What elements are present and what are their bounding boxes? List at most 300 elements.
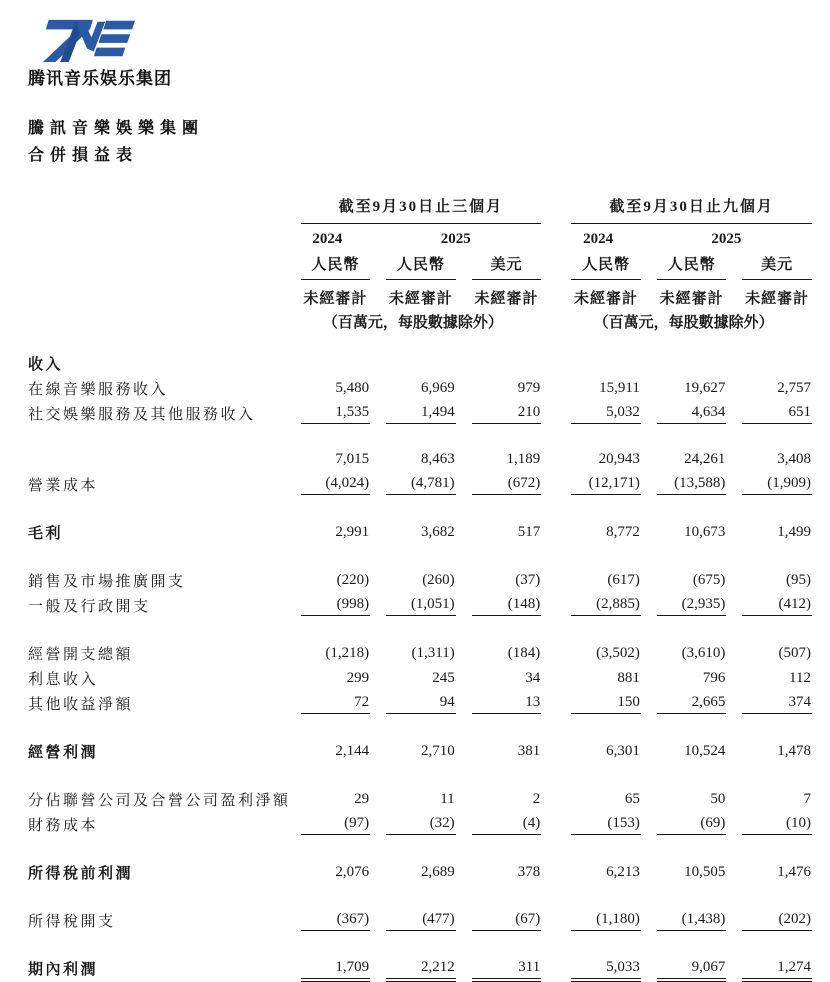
currency-label: 美元 xyxy=(742,250,812,280)
table-cell xyxy=(555,349,641,374)
column-gap xyxy=(541,374,555,399)
table-cell xyxy=(370,664,456,689)
cell-value: (12,171) xyxy=(571,471,641,495)
table-cell xyxy=(285,447,371,470)
cell-value: (153) xyxy=(571,811,641,835)
table-cell xyxy=(555,689,641,737)
unit-note: （百萬元，每股數據除外） xyxy=(593,315,774,331)
table-cell xyxy=(285,858,371,906)
column-gap xyxy=(541,689,555,737)
table-row xyxy=(28,518,812,566)
table-cell xyxy=(370,858,456,906)
cell-value: 6,301 xyxy=(606,743,640,759)
table-cell xyxy=(555,639,641,664)
table-row xyxy=(28,399,812,447)
cell-value: (4,024) xyxy=(301,471,371,495)
table-cell xyxy=(726,447,812,470)
table-cell xyxy=(726,591,812,639)
cell-value: (32) xyxy=(386,811,456,835)
cell-value: (675) xyxy=(692,572,726,588)
cell-value: 3,682 xyxy=(420,524,455,540)
column-gap xyxy=(541,399,555,447)
table-cell xyxy=(370,566,456,591)
row-label: 社交娛樂服務及其他服務收入 xyxy=(28,407,256,423)
cell-value xyxy=(571,368,641,374)
table-cell xyxy=(641,737,727,785)
row-label: 所得稅前利潤 xyxy=(28,866,134,882)
column-gap xyxy=(541,280,555,308)
unit-note: （百萬元，每股數據除外） xyxy=(322,315,503,331)
cell-value: 11 xyxy=(440,791,455,807)
year-label: 2025 xyxy=(440,231,471,247)
column-gap xyxy=(541,810,555,858)
cell-value xyxy=(472,368,542,374)
row-label: 在線音樂服務收入 xyxy=(28,382,169,398)
period-header-row xyxy=(28,191,812,224)
cell-value: 2,212 xyxy=(386,955,456,979)
cell-value: (3,610) xyxy=(681,645,726,661)
cell-value: 7,015 xyxy=(335,451,370,467)
cell-value: (202) xyxy=(742,907,812,931)
cell-value: 5,032 xyxy=(571,400,641,424)
cell-value: 13 xyxy=(472,690,542,714)
table-cell xyxy=(456,399,542,447)
column-gap xyxy=(541,591,555,639)
table-cell xyxy=(370,639,456,664)
cell-value: (13,588) xyxy=(657,471,727,495)
table-cell xyxy=(370,737,456,785)
cell-value: (1,438) xyxy=(657,907,727,931)
cell-value: (260) xyxy=(422,572,455,588)
cell-value: (148) xyxy=(472,592,542,616)
cell-value: 796 xyxy=(702,670,726,686)
table-cell xyxy=(285,785,371,810)
column-gap xyxy=(541,906,555,954)
table-cell xyxy=(456,349,542,374)
table-cell xyxy=(641,591,727,639)
cell-value: 881 xyxy=(617,670,640,686)
cell-value: (220) xyxy=(336,572,370,588)
table-cell xyxy=(456,447,542,470)
cell-value xyxy=(386,368,456,374)
row-label: 經營開支總額 xyxy=(28,647,134,663)
table-cell xyxy=(370,447,456,470)
cell-value: (1,218) xyxy=(325,645,370,661)
column-gap xyxy=(541,664,555,689)
row-label: 銷售及市場推廣開支 xyxy=(28,574,186,590)
table-row xyxy=(28,447,812,470)
table-cell xyxy=(641,566,727,591)
cell-value: 112 xyxy=(789,670,811,686)
cell-value: 381 xyxy=(517,743,541,759)
cell-value: 2,076 xyxy=(335,864,370,880)
table-cell xyxy=(641,518,727,566)
cell-value: 210 xyxy=(472,400,542,424)
cell-value: 1,189 xyxy=(506,451,541,467)
table-cell xyxy=(726,399,812,447)
currency-header-row xyxy=(28,250,812,280)
table-cell xyxy=(285,591,371,639)
table-row xyxy=(28,374,812,399)
cell-value: (1,051) xyxy=(386,592,456,616)
table-row xyxy=(28,664,812,689)
table-cell xyxy=(641,399,727,447)
table-row xyxy=(28,639,812,664)
cell-value: 1,499 xyxy=(777,524,811,540)
table-cell xyxy=(641,906,727,954)
cell-value: (477) xyxy=(386,907,456,931)
table-cell xyxy=(370,470,456,518)
table-cell xyxy=(370,591,456,639)
table-row xyxy=(28,349,812,374)
row-label: 毛利 xyxy=(28,526,64,542)
cell-value: (37) xyxy=(515,572,541,588)
cell-value: 10,673 xyxy=(684,524,726,540)
table-cell xyxy=(641,810,727,858)
statement-subtitle: 合併損益表 xyxy=(28,147,139,164)
column-gap xyxy=(541,191,555,224)
table-cell xyxy=(370,810,456,858)
cell-value: 150 xyxy=(571,690,641,714)
table-cell xyxy=(285,737,371,785)
table-cell xyxy=(555,399,641,447)
table-row xyxy=(28,810,812,858)
statement-title-block xyxy=(28,115,830,169)
column-gap xyxy=(541,447,555,470)
table-cell xyxy=(641,447,727,470)
table-cell xyxy=(726,664,812,689)
cell-value: 10,524 xyxy=(684,743,726,759)
table-cell xyxy=(726,858,812,906)
period-label-3m: 截至9月30日止三個月 xyxy=(301,191,542,224)
header-spacer xyxy=(28,191,285,224)
cell-value: 245 xyxy=(432,670,455,686)
table-cell xyxy=(726,470,812,518)
cell-value: 2,665 xyxy=(657,690,727,714)
cell-value: 651 xyxy=(742,400,812,424)
table-cell xyxy=(555,470,641,518)
year-label: 2024 xyxy=(583,231,614,247)
cell-value xyxy=(657,368,727,374)
cell-value: 1,494 xyxy=(386,400,456,424)
cell-value: (617) xyxy=(607,572,640,588)
table-row xyxy=(28,858,812,906)
cell-value: 9,067 xyxy=(657,955,727,979)
table-cell xyxy=(456,566,542,591)
cell-value: (97) xyxy=(301,811,371,835)
column-gap xyxy=(541,250,555,280)
currency-label: 人民幣 xyxy=(386,250,456,280)
cell-value: 20,943 xyxy=(598,451,640,467)
cell-value: 4,634 xyxy=(657,400,727,424)
table-cell xyxy=(370,349,456,374)
cell-value: (998) xyxy=(301,592,371,616)
table-cell xyxy=(456,639,542,664)
table-body xyxy=(28,349,812,979)
table-cell xyxy=(456,689,542,737)
row-label: 收入 xyxy=(28,357,64,373)
table-row xyxy=(28,954,812,979)
cell-value: 1,274 xyxy=(742,955,812,979)
table-cell xyxy=(726,737,812,785)
cell-value: 6,213 xyxy=(606,864,640,880)
currency-label: 人民幣 xyxy=(301,250,371,280)
unit-note-row xyxy=(28,308,812,349)
cell-value: 2,991 xyxy=(335,524,370,540)
table-row xyxy=(28,689,812,737)
cell-value: 8,772 xyxy=(606,524,640,540)
table-cell xyxy=(726,374,812,399)
table-cell xyxy=(285,374,371,399)
cell-value: 311 xyxy=(472,955,542,979)
table-cell xyxy=(370,399,456,447)
cell-value: 1,535 xyxy=(301,400,371,424)
table-cell xyxy=(456,518,542,566)
table-cell xyxy=(456,737,542,785)
year-label: 2025 xyxy=(711,231,742,247)
table-row xyxy=(28,737,812,785)
cell-value: 299 xyxy=(346,670,370,686)
period-header-9m xyxy=(555,191,812,224)
cell-value: 374 xyxy=(742,690,812,714)
table-cell xyxy=(370,954,456,979)
table-cell xyxy=(641,470,727,518)
header-spacer xyxy=(28,224,285,250)
unaudited-label: 未經審計 xyxy=(574,291,639,307)
table-row xyxy=(28,785,812,810)
cell-value: 3,408 xyxy=(777,451,811,467)
cell-value: 50 xyxy=(710,791,726,807)
unaudited-label: 未經審計 xyxy=(388,291,453,307)
cell-value: 24,261 xyxy=(684,451,726,467)
cell-value: 34 xyxy=(525,670,541,686)
cell-value: 5,480 xyxy=(335,380,370,396)
table-cell xyxy=(555,374,641,399)
cell-value: (2,885) xyxy=(571,592,641,616)
row-label: 利息收入 xyxy=(28,672,99,688)
cell-value: 19,627 xyxy=(684,380,726,396)
table-row xyxy=(28,566,812,591)
header-spacer xyxy=(28,250,285,280)
table-cell xyxy=(555,810,641,858)
cell-value: (507) xyxy=(778,645,811,661)
table-cell xyxy=(456,954,542,979)
header-spacer xyxy=(28,308,285,349)
header-spacer xyxy=(28,280,285,308)
currency-label: 人民幣 xyxy=(657,250,727,280)
table-cell xyxy=(726,906,812,954)
row-label: 其他收益淨額 xyxy=(28,697,134,713)
column-gap xyxy=(541,858,555,906)
cell-value: (95) xyxy=(786,572,811,588)
logo-block xyxy=(0,0,830,89)
column-gap xyxy=(541,639,555,664)
unaudited-label: 未經審計 xyxy=(745,291,810,307)
cell-value: 2,144 xyxy=(335,743,370,759)
table-cell xyxy=(285,664,371,689)
table-cell xyxy=(456,664,542,689)
table-cell xyxy=(726,639,812,664)
table-cell xyxy=(641,858,727,906)
table-cell xyxy=(456,470,542,518)
table-cell xyxy=(456,785,542,810)
year-header-row xyxy=(28,224,812,250)
currency-label: 人民幣 xyxy=(571,250,641,280)
period-label-9m: 截至9月30日止九個月 xyxy=(571,191,812,224)
table-cell xyxy=(555,447,641,470)
table-cell xyxy=(726,785,812,810)
unaudited-label: 未經審計 xyxy=(474,291,539,307)
table-cell xyxy=(555,954,641,979)
row-label: 營業成本 xyxy=(28,478,99,494)
cell-value: 65 xyxy=(624,791,640,807)
cell-value: (10) xyxy=(742,811,812,835)
table-cell xyxy=(555,858,641,906)
table-header xyxy=(28,191,812,349)
column-gap xyxy=(541,308,555,349)
table-cell xyxy=(641,954,727,979)
cell-value: (4,781) xyxy=(386,471,456,495)
cell-value xyxy=(742,368,812,374)
income-statement-table xyxy=(28,191,812,979)
table-cell xyxy=(726,349,812,374)
table-cell xyxy=(641,689,727,737)
cell-value: 1,476 xyxy=(777,864,811,880)
table-row xyxy=(28,591,812,639)
table-cell xyxy=(641,785,727,810)
row-label: 所得稅開支 xyxy=(28,914,116,930)
table-cell xyxy=(285,566,371,591)
table-cell xyxy=(641,639,727,664)
cell-value: (1,909) xyxy=(742,471,812,495)
cell-value: 2,710 xyxy=(420,743,455,759)
column-gap xyxy=(541,566,555,591)
column-gap xyxy=(541,224,555,250)
table-cell xyxy=(456,858,542,906)
cell-value: 2,689 xyxy=(420,864,455,880)
cell-value xyxy=(301,368,371,374)
row-label xyxy=(28,447,285,470)
table-cell xyxy=(285,349,371,374)
column-gap xyxy=(541,349,555,374)
table-cell xyxy=(285,954,371,979)
table-cell xyxy=(285,639,371,664)
cell-value: (1,311) xyxy=(411,645,455,661)
cell-value: 8,463 xyxy=(420,451,455,467)
table-cell xyxy=(370,906,456,954)
table-cell xyxy=(285,689,371,737)
table-cell xyxy=(285,470,371,518)
year-label: 2024 xyxy=(312,231,343,247)
currency-label: 美元 xyxy=(472,250,542,280)
table-cell xyxy=(370,689,456,737)
column-gap xyxy=(541,470,555,518)
cell-value: (1,180) xyxy=(571,907,641,931)
table-cell xyxy=(555,664,641,689)
table-cell xyxy=(555,906,641,954)
table-cell xyxy=(456,810,542,858)
table-cell xyxy=(726,810,812,858)
cell-value: (69) xyxy=(657,811,727,835)
cell-value: 7 xyxy=(803,791,811,807)
cell-value: 378 xyxy=(517,864,541,880)
row-label: 期內利潤 xyxy=(28,962,99,978)
cell-value: 517 xyxy=(517,524,541,540)
cell-value: 979 xyxy=(517,380,541,396)
statement-title: 騰訊音樂娛樂集團 xyxy=(28,120,205,137)
column-gap xyxy=(541,518,555,566)
tme-logo-icon xyxy=(36,16,140,62)
cell-value: (367) xyxy=(301,907,371,931)
table-cell xyxy=(726,566,812,591)
table-cell xyxy=(555,591,641,639)
table-cell xyxy=(285,518,371,566)
table-cell xyxy=(555,566,641,591)
column-gap xyxy=(541,737,555,785)
cell-value: 10,505 xyxy=(684,864,726,880)
table-row xyxy=(28,906,812,954)
cell-value: 94 xyxy=(386,690,456,714)
table-row xyxy=(28,470,812,518)
table-cell xyxy=(370,374,456,399)
column-gap xyxy=(541,954,555,979)
cell-value: 2,757 xyxy=(777,380,811,396)
table-cell xyxy=(456,374,542,399)
cell-value: 1,709 xyxy=(301,955,371,979)
row-label: 財務成本 xyxy=(28,818,99,834)
table-cell xyxy=(726,954,812,979)
unaudited-label: 未經審計 xyxy=(303,291,368,307)
table-cell xyxy=(555,518,641,566)
table-cell xyxy=(456,906,542,954)
cell-value: (412) xyxy=(742,592,812,616)
table-cell xyxy=(456,591,542,639)
cell-value: 15,911 xyxy=(599,380,640,396)
logo-company-name: 腾讯音乐娱乐集团 xyxy=(28,69,172,88)
table-cell xyxy=(285,906,371,954)
unaudited-header-row xyxy=(28,280,812,308)
cell-value: (2,935) xyxy=(657,592,727,616)
unaudited-label: 未經審計 xyxy=(659,291,724,307)
table-cell xyxy=(555,737,641,785)
row-label: 一般及行政開支 xyxy=(28,599,151,615)
table-cell xyxy=(726,689,812,737)
period-header-3m xyxy=(285,191,542,224)
cell-value: (672) xyxy=(472,471,542,495)
cell-value: 72 xyxy=(301,690,371,714)
cell-value: 29 xyxy=(354,791,370,807)
cell-value: (184) xyxy=(507,645,541,661)
table-cell xyxy=(285,810,371,858)
table-cell xyxy=(641,349,727,374)
cell-value: (67) xyxy=(472,907,542,931)
cell-value: (3,502) xyxy=(596,645,640,661)
table-cell xyxy=(726,518,812,566)
column-gap xyxy=(541,785,555,810)
table-cell xyxy=(641,664,727,689)
cell-value: 1,478 xyxy=(777,743,811,759)
table-cell xyxy=(555,785,641,810)
row-label: 經營利潤 xyxy=(28,745,99,761)
cell-value: (4) xyxy=(472,811,542,835)
cell-value: 5,033 xyxy=(571,955,641,979)
row-label: 分佔聯營公司及合營公司盈利淨額 xyxy=(28,793,291,809)
table-cell xyxy=(285,399,371,447)
table-cell xyxy=(370,518,456,566)
table-cell xyxy=(641,374,727,399)
table-cell xyxy=(370,785,456,810)
cell-value: 6,969 xyxy=(420,380,455,396)
